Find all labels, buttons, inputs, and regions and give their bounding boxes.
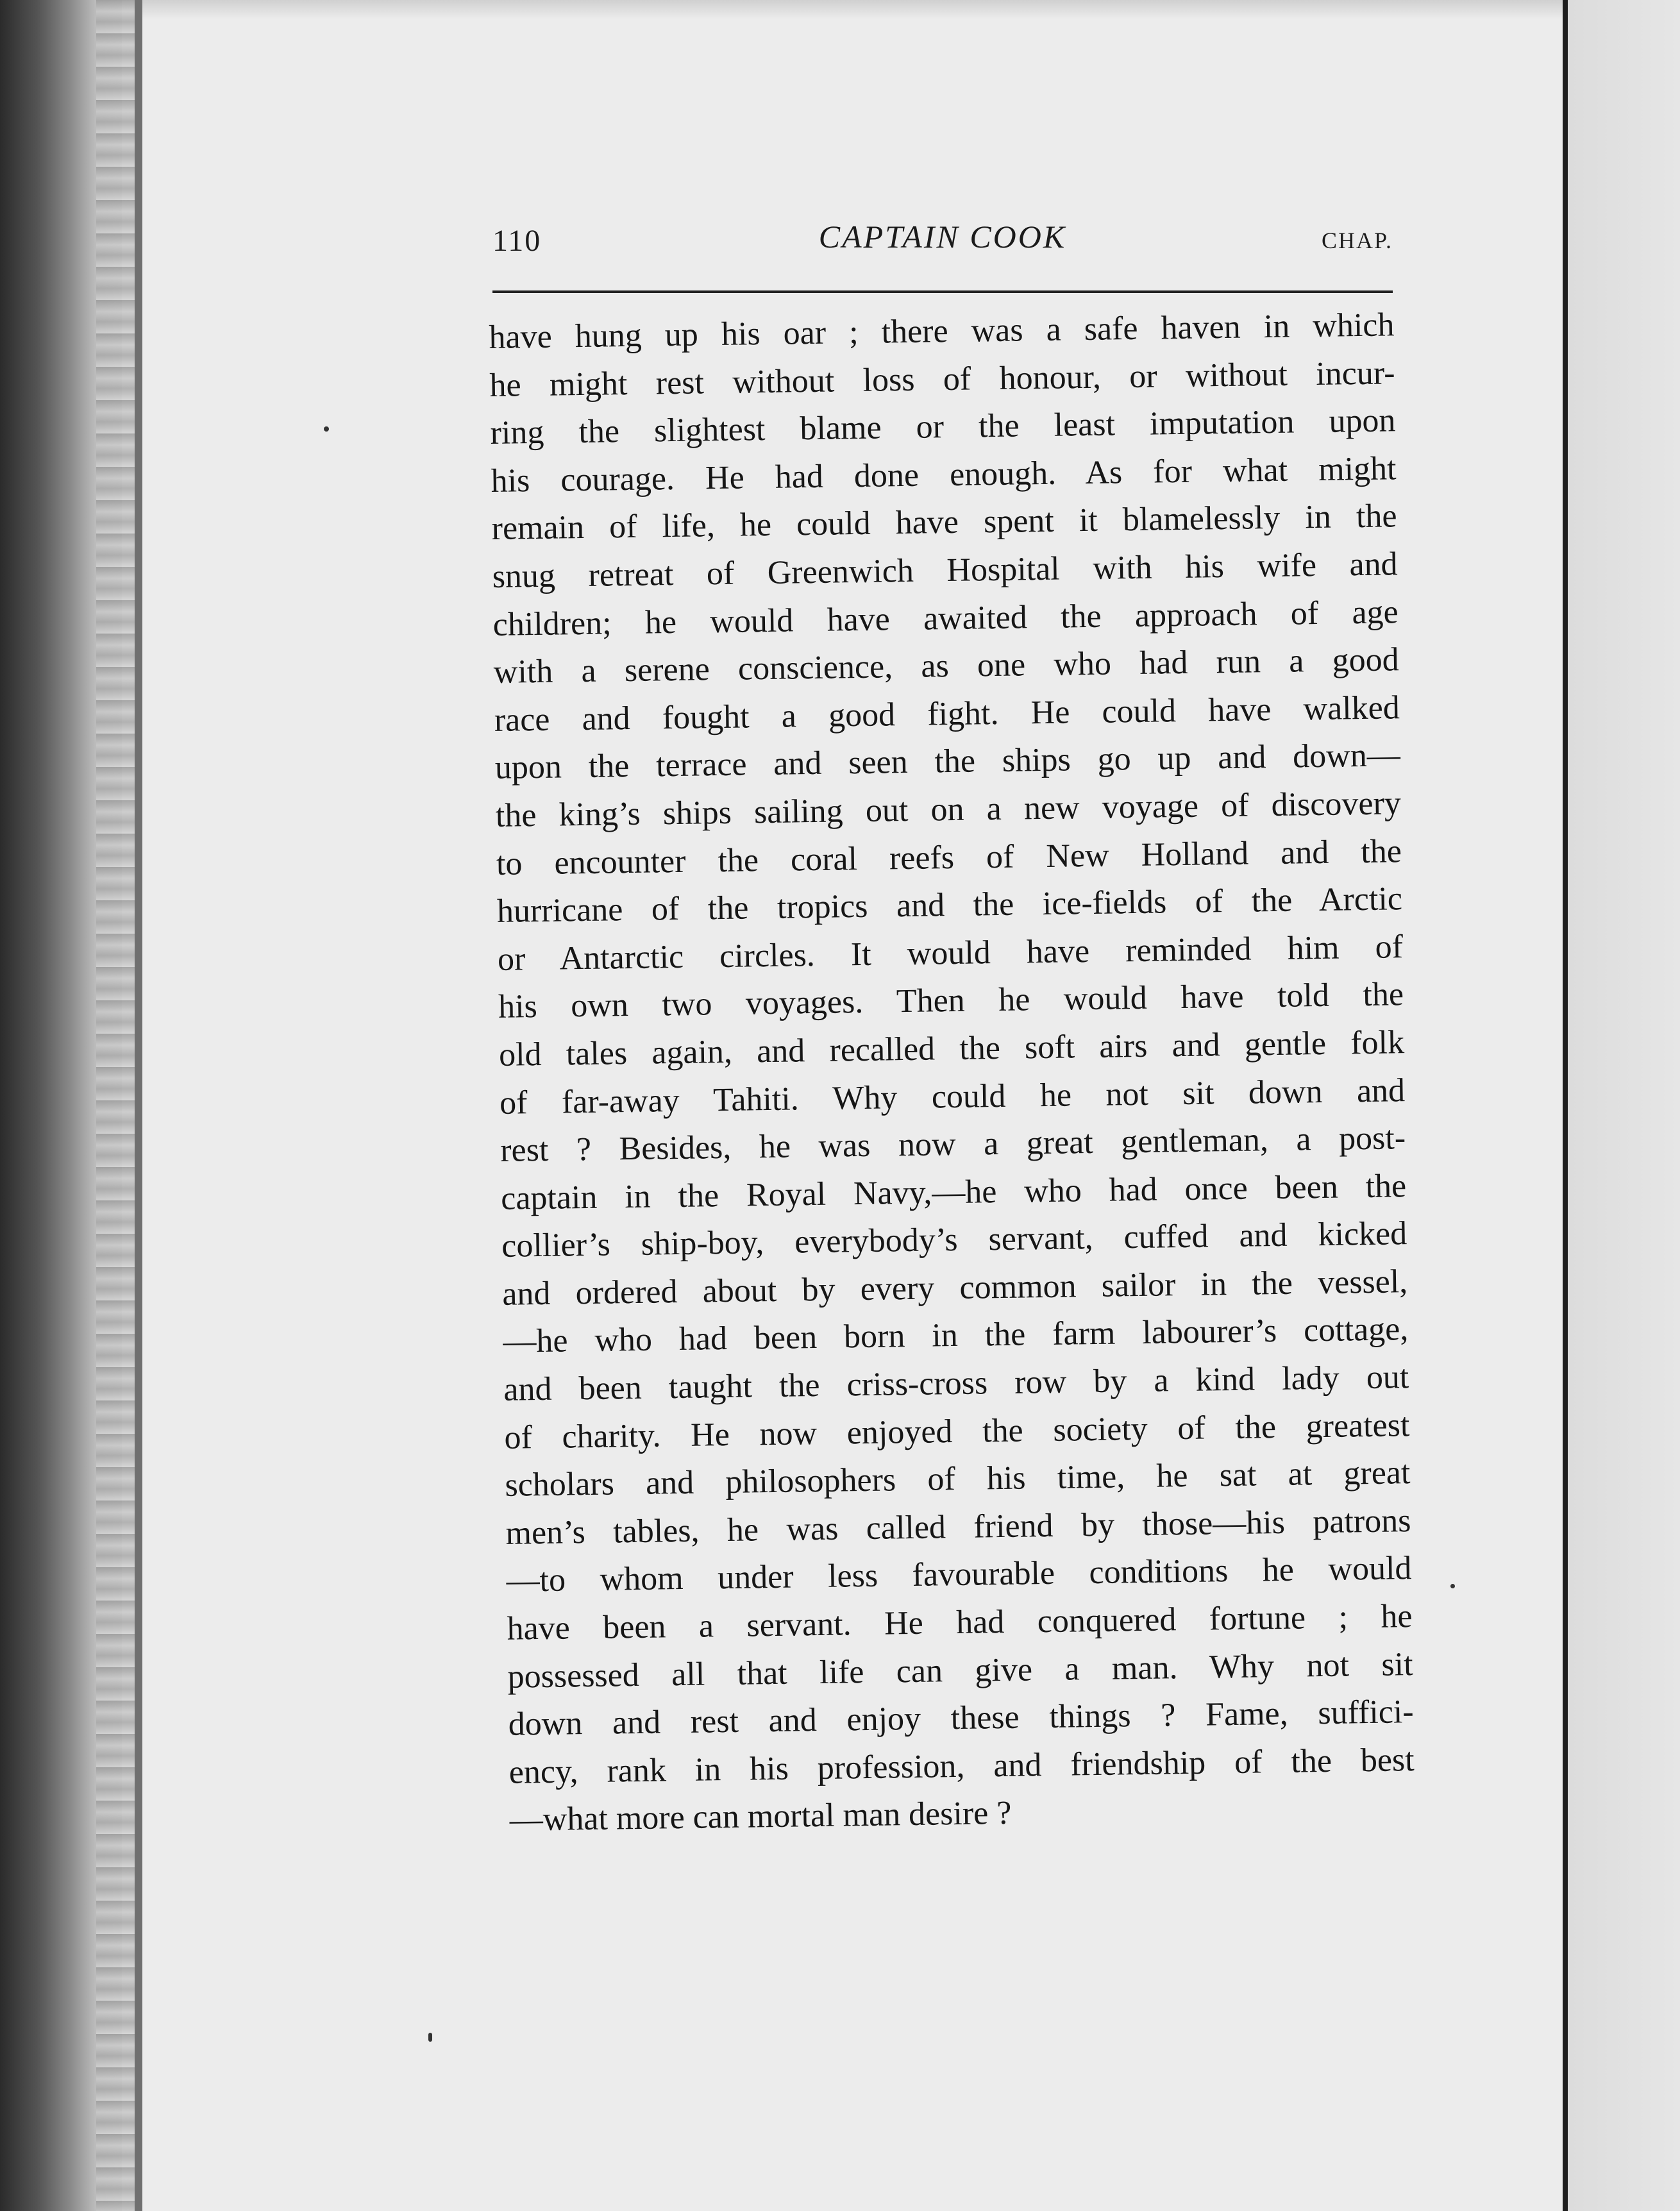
text-line: scholars and philosophers of his time, he sat at great: [505, 1454, 1411, 1504]
page-top-shadow: [142, 0, 1563, 19]
text-line: to encounter the coral reefs of New Holland and the: [496, 832, 1402, 882]
page-number: 110: [492, 224, 542, 258]
text-line: ring the slightest blame or the least imputation upon: [490, 402, 1396, 452]
text-line: race and fought a good fight. He could have walked: [494, 689, 1400, 739]
text-line: remain of life, he could have spent it blamelessly in the: [491, 498, 1397, 548]
text-line: ency, rank in his profession, and friendship of the best: [508, 1741, 1415, 1791]
text-line: —what more can mortal man desire ?: [509, 1795, 1012, 1839]
page-gutter: [1563, 0, 1568, 2211]
text-line: children; he would have awaited the approach of age: [492, 593, 1399, 643]
text-line: snug retreat of Greenwich Hospital with his wife and: [492, 546, 1398, 595]
chapter-label: CHAP.: [1321, 228, 1393, 253]
text-line: down and rest and enjoy these things ? Fame, suffici-: [508, 1694, 1414, 1744]
text-line: collier’s ship-boy, everybody’s servant, cuffed and kicked: [501, 1215, 1407, 1265]
text-line: of far-away Tahiti. Why could he not sit down and: [499, 1072, 1406, 1122]
text-line: or Antarctic circles. It would have reminded him of: [497, 928, 1404, 978]
text-line: rest ? Besides, he was now a great gentleman, a post-: [500, 1120, 1406, 1169]
page-edge: [135, 0, 142, 2211]
ink-speck: [428, 2033, 432, 2042]
text-line: his own two voyages. Then he would have told the: [498, 976, 1404, 1026]
text-line: and been taught the criss-cross row by a kind lady out: [503, 1359, 1409, 1408]
body-text: [489, 301, 1415, 1844]
text-line: possessed all that life can give a man. Why not sit: [507, 1645, 1413, 1695]
running-title: CAPTAIN COOK: [818, 219, 1067, 255]
text-line: upon the terrace and seen the ships go up and down—: [494, 737, 1401, 787]
text-line: the king’s ships sailing out on a new voyage of discovery: [495, 785, 1402, 834]
text-line: have hung up his oar ; there was a safe haven in which: [489, 307, 1395, 356]
ink-speck: [1450, 1584, 1455, 1588]
ink-speck: [324, 426, 329, 432]
text-line: —he who had been born in the farm labourer’s cottage,: [502, 1311, 1409, 1361]
running-header: [492, 218, 1393, 263]
text-line: men’s tables, he was called friend by those—his patrons: [505, 1502, 1411, 1552]
header-rule: [492, 290, 1393, 293]
text-line: hurricane of the tropics and the ice-fields of the Arctic: [496, 880, 1403, 930]
text-line: his courage. He had done enough. As for what might: [491, 450, 1397, 500]
text-line: captain in the Royal Navy,—he who had once been the: [500, 1167, 1407, 1217]
text-line: of charity. He now enjoyed the society of the greatest: [504, 1406, 1410, 1456]
facing-page-edge: [1568, 0, 1680, 2211]
text-line: and ordered about by every common sailor in the vessel,: [501, 1263, 1408, 1313]
text-line: old tales again, and recalled the soft airs and gentle folk: [498, 1024, 1405, 1073]
text-line: have been a servant. He had conquered fortune ; he: [507, 1598, 1413, 1647]
text-line: with a serene conscience, as one who had run a good: [493, 641, 1400, 691]
text-line: —to whom under less favourable conditions he would: [506, 1550, 1412, 1600]
text-line: he might rest without loss of honour, or without incur-: [489, 354, 1395, 404]
